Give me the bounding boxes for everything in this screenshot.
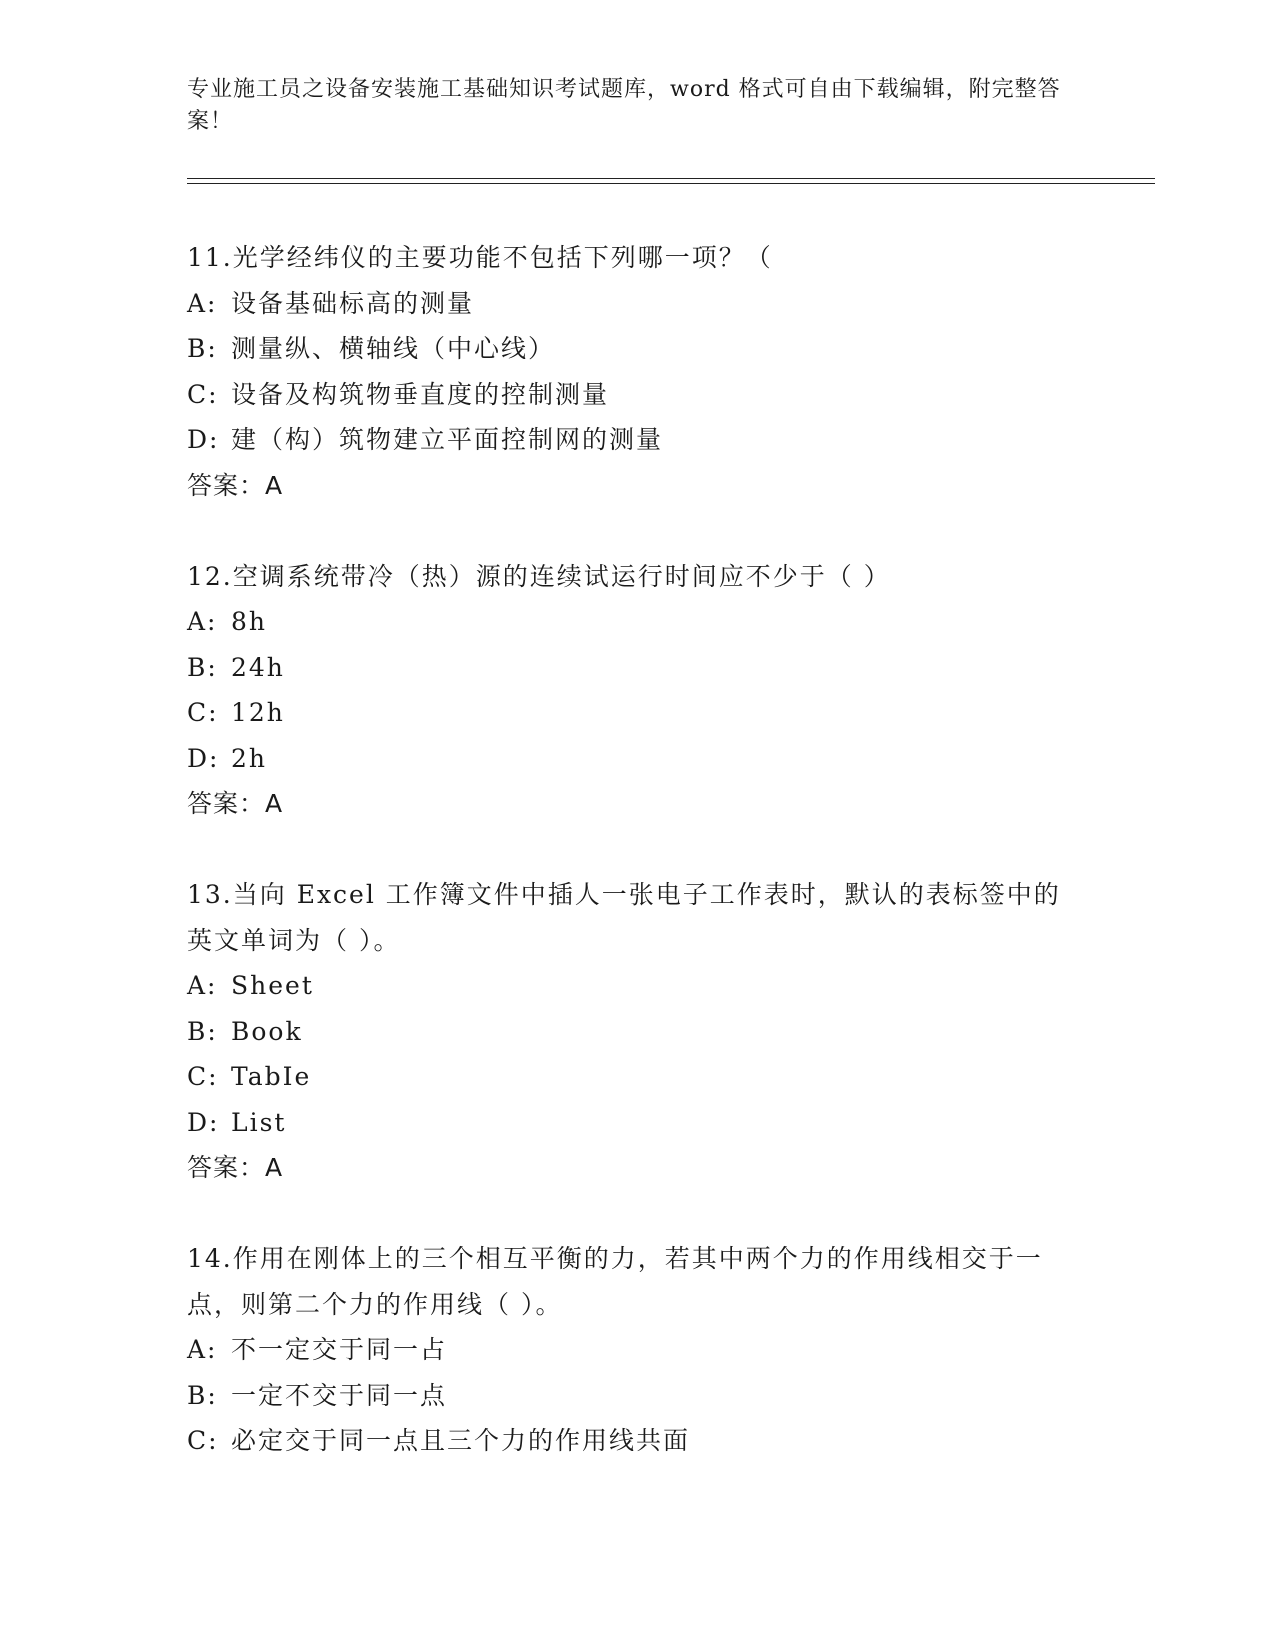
option-d [187,736,1087,782]
option-text: 2h [231,743,268,773]
option-a [187,281,1087,327]
question-stem: 14.作用在刚体上的三个相互平衡的力，若其中两个力的作用线相交于一点，则第二个力的作用线（ ）。 [187,1244,1043,1319]
option-b [187,326,1087,372]
option-a [187,599,1087,645]
option-text: 建（构）筑物建立平面控制网的测量 [231,425,664,454]
header-divider-bottom [187,183,1155,184]
option-letter: B: [187,1380,218,1410]
question-list [187,235,1087,1510]
option-text: 12h [231,698,285,727]
option-b [187,1009,1087,1055]
option-letter: C: [187,1062,219,1091]
answer-line: 答案：A [187,789,284,818]
option-letter: A: [187,288,218,318]
question-stem: 12.空调系统带冷（热）源的连续试运行时间应不少于（ ） [187,561,891,591]
option-a [187,1327,1087,1373]
option-c [187,1054,1087,1100]
option-letter: A: [187,971,218,1000]
option-c [187,1418,1087,1464]
option-d [187,417,1087,463]
option-text: List [231,1107,287,1137]
question-stem: 13.当向 Excel 工作簿文件中插人一张电子工作表时，默认的表标签中的英文单词为（ ）。 [187,880,1061,955]
option-letter: B: [187,1016,218,1046]
answer-line: 答案：A [187,1153,284,1182]
question-12 [187,554,1087,827]
document-header: 专业施工员之设备安装施工基础知识考试题库，word 格式可自由下载编辑，附完整答案！ [187,77,1061,134]
option-text: 8h [231,607,268,636]
option-letter: D: [187,425,220,454]
header-divider-top [187,178,1155,179]
option-text: 测量纵、横轴线（中心线） [231,334,556,363]
option-letter: C: [187,698,219,727]
option-a [187,963,1087,1009]
option-letter: B: [187,652,218,682]
option-text: 设备及构筑物垂直度的控制测量 [231,379,610,409]
option-text: Sheet [231,971,314,1000]
option-text: 24h [231,652,285,682]
question-11 [187,235,1087,508]
option-letter: A: [187,1335,218,1364]
option-text: 必定交于同一点且三个力的作用线共面 [231,1426,691,1455]
option-text: 设备基础标高的测量 [231,288,475,318]
option-c [187,372,1087,418]
question-13 [187,872,1087,1190]
option-text: Book [231,1016,303,1046]
option-letter: C: [187,379,219,409]
option-letter: D: [187,743,220,773]
option-letter: B: [187,334,218,363]
option-c [187,690,1087,736]
answer-line: 答案：A [187,470,284,500]
option-text: 不一定交于同一占 [231,1335,448,1364]
option-b [187,1373,1087,1419]
option-d [187,1100,1087,1146]
option-text: TabIe [231,1062,312,1091]
option-b [187,645,1087,691]
option-letter: A: [187,607,218,636]
option-letter: C: [187,1426,219,1455]
question-stem: 11.光学经纬仪的主要功能不包括下列哪一项？（ [187,243,773,272]
question-14 [187,1236,1087,1464]
option-letter: D: [187,1107,220,1137]
option-text: 一定不交于同一点 [231,1380,448,1410]
